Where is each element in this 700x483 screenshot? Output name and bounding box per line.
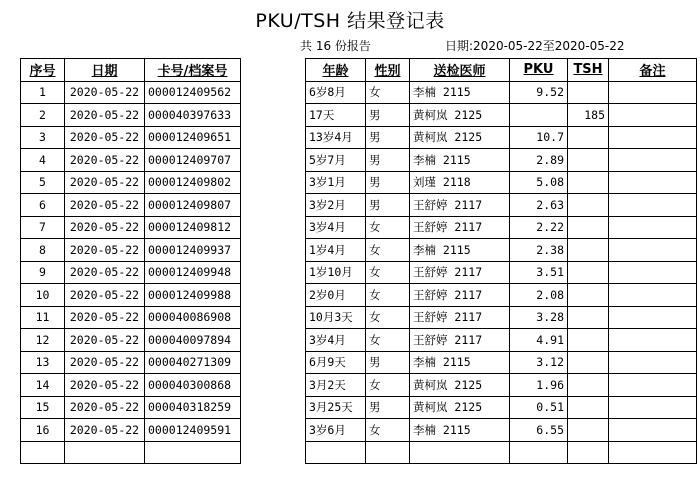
row-tsh (568, 194, 609, 217)
row-age: 13岁4月 (306, 126, 366, 149)
row-pku: 2.63 (510, 194, 568, 217)
row-card-empty (145, 441, 241, 464)
table-row (21, 351, 697, 374)
row-age: 3岁1月 (306, 171, 366, 194)
row-note (609, 149, 697, 172)
row-note (609, 374, 697, 397)
row-note (609, 306, 697, 329)
row-age: 1岁4月 (306, 239, 366, 262)
row-no: 13 (21, 351, 65, 374)
row-tsh (568, 126, 609, 149)
row-note (609, 239, 697, 262)
row-age: 3岁4月 (306, 216, 366, 239)
row-pku: 3.12 (510, 351, 568, 374)
row-sex-empty (366, 441, 410, 464)
row-blank (241, 261, 306, 284)
row-no: 11 (21, 306, 65, 329)
row-doctor: 王舒婷 2117 (410, 284, 510, 307)
row-card: 000040271309 (145, 351, 241, 374)
row-age: 2岁0月 (306, 284, 366, 307)
row-card: 000012409937 (145, 239, 241, 262)
table-row (21, 261, 697, 284)
row-pku: 2.89 (510, 149, 568, 172)
row-tsh (568, 149, 609, 172)
results-table (20, 58, 697, 464)
row-no: 5 (21, 171, 65, 194)
row-sex: 女 (366, 81, 410, 104)
row-no: 12 (21, 329, 65, 352)
row-card: 000040086908 (145, 306, 241, 329)
row-tsh (568, 284, 609, 307)
report-date-range: 日期:2020-05-22至2020-05-22 (445, 39, 625, 53)
row-no: 14 (21, 374, 65, 397)
row-date: 2020-05-22 (65, 419, 145, 442)
row-sex: 女 (366, 239, 410, 262)
table-row (21, 329, 697, 352)
row-card: 000012409807 (145, 194, 241, 217)
row-age: 3月2天 (306, 374, 366, 397)
row-sex: 男 (366, 126, 410, 149)
row-sex: 女 (366, 374, 410, 397)
col-header-blank (241, 59, 306, 82)
table-row (21, 81, 697, 104)
row-blank (241, 374, 306, 397)
row-age: 6月9天 (306, 351, 366, 374)
row-pku (510, 104, 568, 127)
row-age-empty (306, 441, 366, 464)
row-date: 2020-05-22 (65, 374, 145, 397)
row-sex: 女 (366, 419, 410, 442)
row-blank (241, 329, 306, 352)
row-note (609, 126, 697, 149)
row-no: 15 (21, 396, 65, 419)
row-pku-empty (510, 441, 568, 464)
table-row (21, 306, 697, 329)
row-doctor: 黄柯岚 2125 (410, 396, 510, 419)
row-no: 7 (21, 216, 65, 239)
row-no: 10 (21, 284, 65, 307)
table-row-empty (21, 441, 697, 464)
table-row (21, 284, 697, 307)
row-doctor: 李楠 2115 (410, 419, 510, 442)
row-card: 000012409988 (145, 284, 241, 307)
row-no: 8 (21, 239, 65, 262)
row-blank (241, 396, 306, 419)
row-note (609, 419, 697, 442)
row-note (609, 396, 697, 419)
row-no: 2 (21, 104, 65, 127)
row-no: 1 (21, 81, 65, 104)
report-title: PKU/TSH 结果登记表 (255, 10, 445, 32)
row-date: 2020-05-22 (65, 104, 145, 127)
table-row (21, 171, 697, 194)
row-card: 000012409591 (145, 419, 241, 442)
table-row (21, 396, 697, 419)
row-blank (241, 104, 306, 127)
row-age: 3岁6月 (306, 419, 366, 442)
row-date: 2020-05-22 (65, 261, 145, 284)
row-sex: 男 (366, 194, 410, 217)
row-pku: 4.91 (510, 329, 568, 352)
row-sex: 男 (366, 149, 410, 172)
row-doctor: 黄柯岚 2125 (410, 374, 510, 397)
table-body (21, 81, 697, 464)
row-blank (241, 149, 306, 172)
table-row (21, 104, 697, 127)
table-row (21, 419, 697, 442)
row-age: 6岁8月 (306, 81, 366, 104)
row-pku: 2.38 (510, 239, 568, 262)
row-card: 000040397633 (145, 104, 241, 127)
row-tsh (568, 239, 609, 262)
col-header-no: 序号 (21, 59, 65, 82)
row-tsh (568, 216, 609, 239)
row-age: 3月25天 (306, 396, 366, 419)
row-note (609, 329, 697, 352)
row-no: 3 (21, 126, 65, 149)
row-doctor: 王舒婷 2117 (410, 329, 510, 352)
row-note-empty (609, 441, 697, 464)
row-tsh (568, 396, 609, 419)
row-age: 17天 (306, 104, 366, 127)
row-doctor: 王舒婷 2117 (410, 216, 510, 239)
row-pku: 1.96 (510, 374, 568, 397)
row-doctor-empty (410, 441, 510, 464)
table-row (21, 239, 697, 262)
row-sex: 男 (366, 171, 410, 194)
row-note (609, 284, 697, 307)
row-blank (241, 306, 306, 329)
row-doctor: 黄柯岚 2125 (410, 104, 510, 127)
col-header-sex: 性别 (366, 59, 410, 82)
row-note (609, 261, 697, 284)
row-card: 000040097894 (145, 329, 241, 352)
row-card: 000040300868 (145, 374, 241, 397)
row-age: 10月3天 (306, 306, 366, 329)
row-tsh (568, 306, 609, 329)
row-doctor: 李楠 2115 (410, 149, 510, 172)
row-sex: 女 (366, 216, 410, 239)
row-pku: 10.7 (510, 126, 568, 149)
row-pku: 9.52 (510, 81, 568, 104)
row-doctor: 黄柯岚 2125 (410, 126, 510, 149)
row-date: 2020-05-22 (65, 306, 145, 329)
row-date: 2020-05-22 (65, 351, 145, 374)
row-doctor: 王舒婷 2117 (410, 194, 510, 217)
row-age: 3岁2月 (306, 194, 366, 217)
row-date: 2020-05-22 (65, 284, 145, 307)
row-card: 000012409948 (145, 261, 241, 284)
row-date: 2020-05-22 (65, 239, 145, 262)
table-row (21, 126, 697, 149)
row-age: 5岁7月 (306, 149, 366, 172)
row-date: 2020-05-22 (65, 171, 145, 194)
row-pku: 2.22 (510, 216, 568, 239)
row-note (609, 194, 697, 217)
row-tsh (568, 419, 609, 442)
row-date: 2020-05-22 (65, 329, 145, 352)
row-blank (241, 239, 306, 262)
row-pku: 6.55 (510, 419, 568, 442)
row-sex: 女 (366, 284, 410, 307)
report-count: 共 16 份报告 (300, 39, 371, 53)
row-doctor: 李楠 2115 (410, 239, 510, 262)
row-blank (241, 284, 306, 307)
row-blank (241, 194, 306, 217)
row-blank (241, 351, 306, 374)
col-header-note: 备注 (609, 59, 697, 82)
row-date: 2020-05-22 (65, 81, 145, 104)
row-blank (241, 126, 306, 149)
table-row (21, 149, 697, 172)
row-sex: 女 (366, 329, 410, 352)
row-blank-empty (241, 441, 306, 464)
row-tsh-empty (568, 441, 609, 464)
row-date-empty (65, 441, 145, 464)
row-card: 000012409562 (145, 81, 241, 104)
row-no: 9 (21, 261, 65, 284)
row-age: 1岁10月 (306, 261, 366, 284)
row-tsh (568, 351, 609, 374)
row-sex: 男 (366, 351, 410, 374)
row-tsh (568, 329, 609, 352)
row-blank (241, 81, 306, 104)
row-tsh (568, 374, 609, 397)
row-tsh (568, 81, 609, 104)
row-pku: 3.51 (510, 261, 568, 284)
row-note (609, 351, 697, 374)
row-date: 2020-05-22 (65, 194, 145, 217)
row-note (609, 104, 697, 127)
row-blank (241, 419, 306, 442)
row-sex: 女 (366, 306, 410, 329)
table-row (21, 374, 697, 397)
row-card: 000012409812 (145, 216, 241, 239)
row-pku: 5.08 (510, 171, 568, 194)
col-header-doctor: 送检医师 (410, 59, 510, 82)
col-header-pku: PKU (510, 59, 568, 82)
row-card: 000012409802 (145, 171, 241, 194)
row-note (609, 171, 697, 194)
row-tsh (568, 171, 609, 194)
row-no-empty (21, 441, 65, 464)
row-card: 000012409651 (145, 126, 241, 149)
row-blank (241, 171, 306, 194)
row-sex: 男 (366, 104, 410, 127)
row-no: 16 (21, 419, 65, 442)
table-row (21, 194, 697, 217)
row-no: 4 (21, 149, 65, 172)
row-doctor: 李楠 2115 (410, 81, 510, 104)
row-date: 2020-05-22 (65, 396, 145, 419)
row-doctor: 刘瑾 2118 (410, 171, 510, 194)
col-header-tsh: TSH (568, 59, 609, 82)
row-date: 2020-05-22 (65, 126, 145, 149)
row-date: 2020-05-22 (65, 149, 145, 172)
col-header-age: 年龄 (306, 59, 366, 82)
row-note (609, 216, 697, 239)
col-header-date: 日期 (65, 59, 145, 82)
row-doctor: 王舒婷 2117 (410, 261, 510, 284)
row-sex: 女 (366, 261, 410, 284)
row-sex: 男 (366, 396, 410, 419)
row-pku: 0.51 (510, 396, 568, 419)
row-doctor: 王舒婷 2117 (410, 306, 510, 329)
row-tsh: 185 (568, 104, 609, 127)
row-date: 2020-05-22 (65, 216, 145, 239)
row-pku: 2.08 (510, 284, 568, 307)
row-doctor: 李楠 2115 (410, 351, 510, 374)
row-card: 000012409707 (145, 149, 241, 172)
row-pku: 3.28 (510, 306, 568, 329)
row-note (609, 81, 697, 104)
row-age: 3岁4月 (306, 329, 366, 352)
row-tsh (568, 261, 609, 284)
col-header-card: 卡号/档案号 (145, 59, 241, 82)
header-row (21, 59, 697, 82)
table-row (21, 216, 697, 239)
row-blank (241, 216, 306, 239)
row-no: 6 (21, 194, 65, 217)
row-card: 000040318259 (145, 396, 241, 419)
